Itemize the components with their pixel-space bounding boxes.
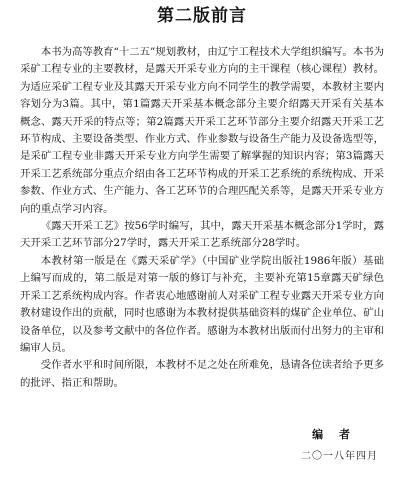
preface-date: 二〇一八年四月 xyxy=(301,451,378,462)
author-signature: 编 者 xyxy=(312,428,356,441)
paragraph-hours: 《露天开采工艺》按56学时编写，其中，露天开采基本概念部分1学时，露天开采工艺环节部分27学时，露天开采工艺系统部分28学时。 xyxy=(20,220,384,250)
paragraph-closing: 受作者水平和时间所限，本教材不足之处在所难免，恳请各位读者给予更多的批评、指正和帮助。 xyxy=(20,359,384,389)
preface-body xyxy=(20,44,384,392)
page-title: 第二版前言 xyxy=(157,6,247,26)
paragraph-intro: 本书为高等教育“十二五”规划教材，由辽宁工程技术大学组织编写。本书为采矿工程专业的主要教材，是露天开采专业方向的主干课程（核心课程）教材。为适应采矿工程专业及其露天开采专业方向不同学生的教学需要，本教材主要内容划分为3篇。其中，第1篇露天开采基本概念部分主要介绍露天开采有关基本概念、露天开采的特点等；第2篇露天开采工艺环节部分主要介绍露天开采工艺环节构成、主要设备类型、作业方式、作业参数与设备生产能力及设备选型等，是采矿工程专业非露天开采专业方向学生需要了解掌握的知识内容；第3篇露天开采工艺系统部分重点介绍由各工艺环节构成的开采工艺系统的系统构成、开采参数、作业方式、生产能力、各工艺环节的合理匹配关系等，是露天开采专业方向的重点学习内容。 xyxy=(20,46,384,215)
paragraph-history: 本教材第一版是在《露天采矿学》（中国矿业学院出版社1986年版）基础上编写而成的，第二版是对第一版的修订与补充，主要补充第15章露天矿绿色开采工艺系统构成内容。作者衷心地感谢前人对采矿工程专业露天开采专业方向教材建设作出的贡献，同时也感谢为本教材提供基础资料的煤矿企业单位、矿山设备单位，以及参考文献中的各位作者。感谢为本教材出版而付出努力的主审和编审人员。 xyxy=(20,254,384,354)
